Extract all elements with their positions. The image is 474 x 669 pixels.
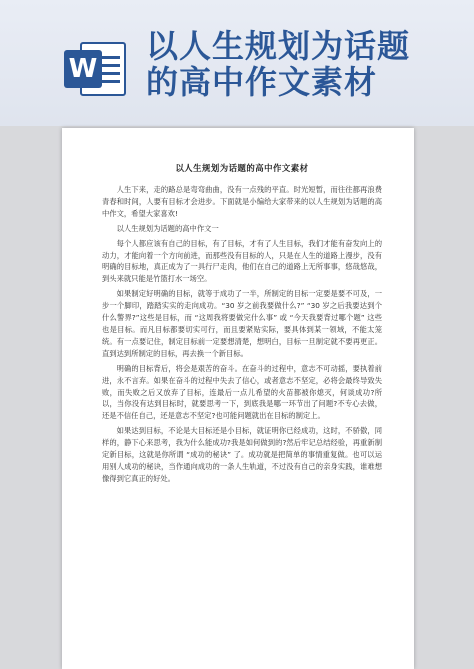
banner-title-line1: 以人生规划为话题	[146, 27, 411, 65]
body-paragraph-1: 每个人都应该有自己的目标，有了目标，才有了人生目标，我们才能有奋发向上的动力，才能向着一个方向前进，而那些没有目标的人，只是在人生的道路上漫步，没有明确的目标地，真正成为了一具行尸走肉，他们在自己的道路上无所事事，悠哉悠哉，到头来就只能是竹篮打水一场空。	[102, 238, 382, 284]
banner-title-line2: 的高中作文素材	[146, 63, 378, 101]
body-paragraph-3: 明确的目标背后，将会是艰苦的奋斗。在奋斗的过程中，意志不可动摇，要执着前进，永不言弃。如果在奋斗的过程中失去了信心，或者意志不坚定，必将会最终导致失败，而失败之后又放弃了目标，连最后一点儿希望的火苗都被你熄灭，何谈成功?所以，当你没有达到目标时，就要思考一下，到底我是哪一环节出了问题?不专心去做，还是不信任自己，还是意志不坚定?也可能问题就出在目标的制定上。	[102, 363, 382, 421]
body-paragraph-2: 如果制定好明确的目标，就等于成功了一半，所制定的目标一定要是要不可及，一步一个脚印，踏踏实实的走向成功。“30 岁之前我要做什么?” “30 岁之后我要达到个什么警界?”这些是目标，而 “这周我将要做完什么事” 或 “今天我要背过哪个题” 这些也是目标。而凡目标都要切实可行，而且要紧贴实际，要具体到某一领域，不能太笼统。有一点要记住，制定目标前一定要想清楚，想明白，目标一旦制定就不要再更正。直到达到所制定的目标，再去换一个新目标。	[102, 289, 382, 358]
header-banner	[0, 0, 474, 126]
document-page	[62, 128, 414, 669]
document-title: 以人生规划为话题的高中作文素材	[175, 163, 309, 173]
banner-title	[146, 28, 466, 100]
word-letter-tile: W	[64, 50, 102, 88]
intro-paragraph: 人生下来，走的路总是弯弯曲曲，没有一点残的平直。时光短暂，而往往都再浪费青春和时间，人要有目标才会进步。下面就是小编给大家带来的以人生规划为话题的高中作文，希望大家喜欢!	[102, 185, 382, 218]
body-paragraph-4: 如果达到目标，不论是大目标还是小目标，就证明你已经成功，这时，不骄傲，同样的，静下心来思考，我为什么能成功?我是如何做到的?然后牢记总结经验，再重新制定新目标，这就是你所谓 “成功的秘诀” 了。成功就是把简单的事情重复做。也可以运用别人成功的秘诀，当作通向成功的一条人生轨道，不过没有自己的亲身实践，谁难想像得到它真正的好处。	[102, 426, 382, 483]
word-document-icon	[64, 38, 128, 100]
section-heading: 以人生规划为话题的高中作文一	[116, 223, 219, 233]
